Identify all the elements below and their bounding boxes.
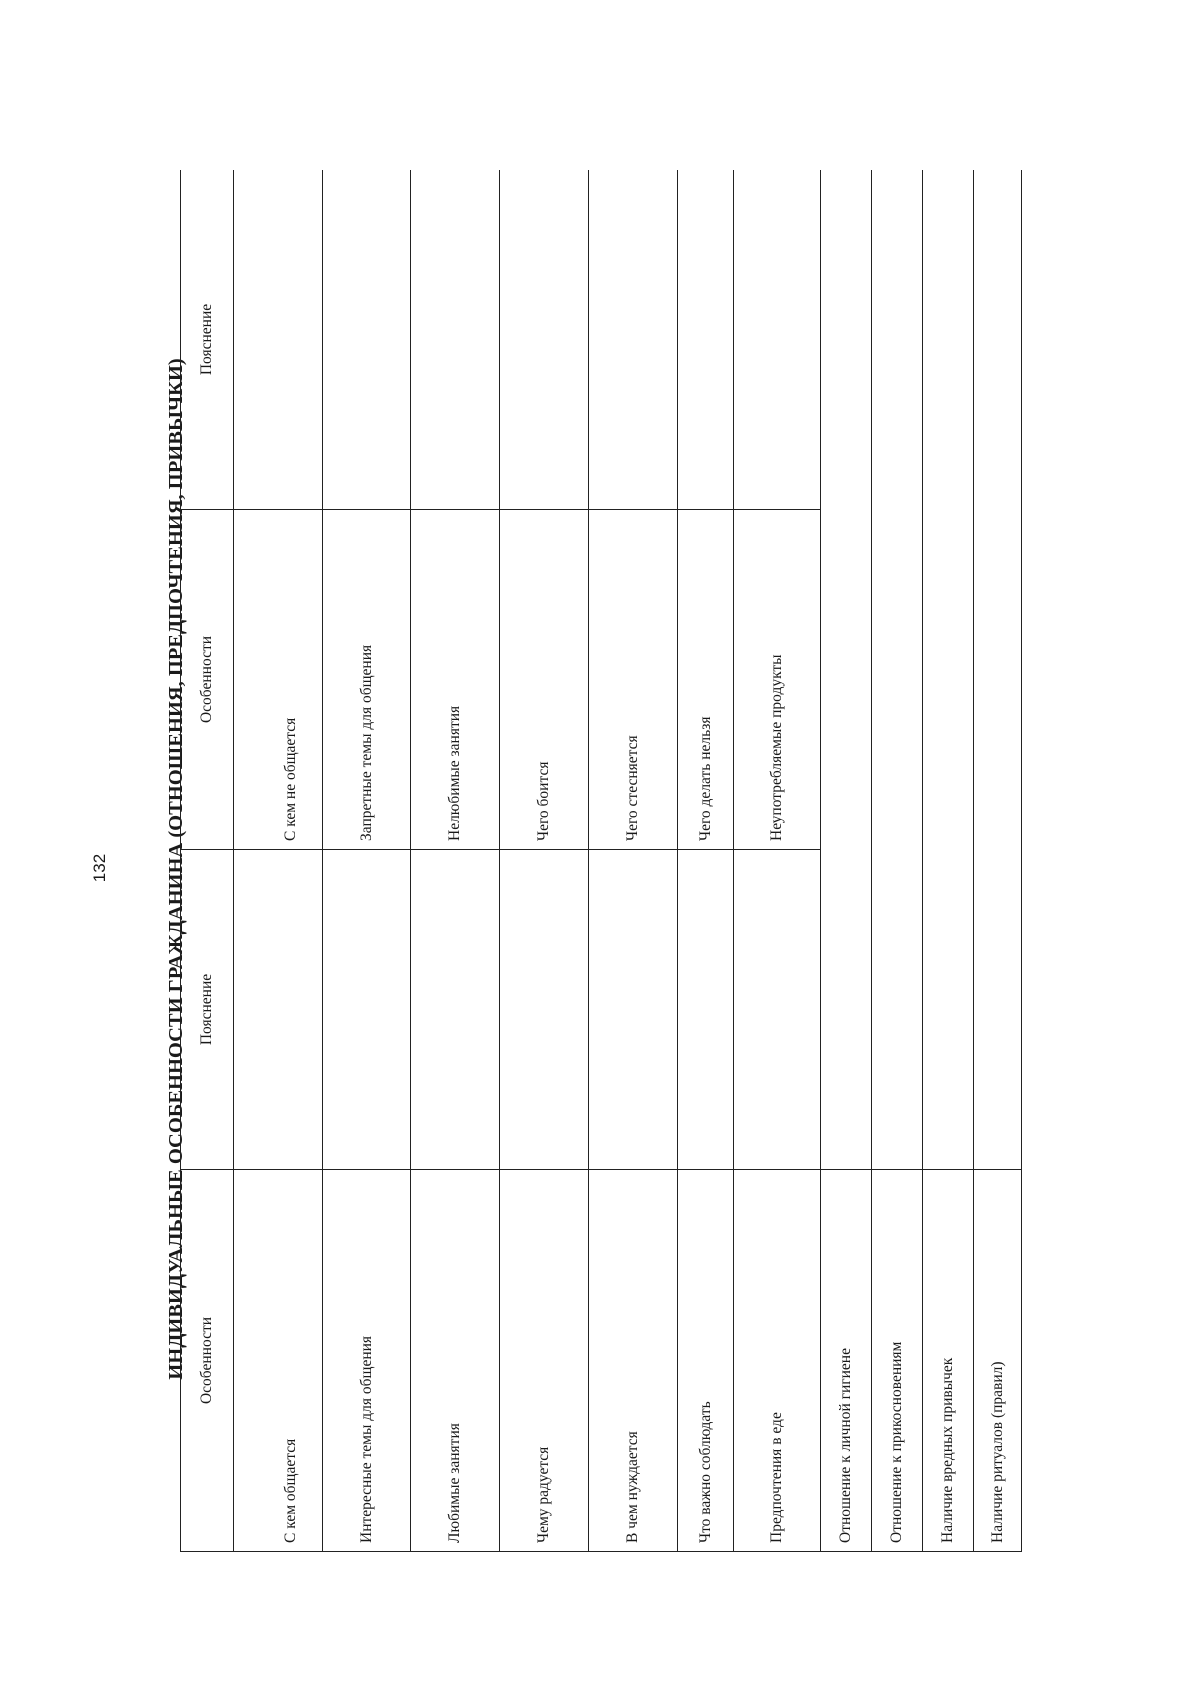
explanation-cell-wide[interactable] [872, 170, 923, 1170]
explanation-cell-wide[interactable] [974, 170, 1022, 1170]
row-label-right: С кем не общается [234, 510, 323, 850]
row-label-left: С кем общается [234, 1170, 323, 1552]
explanation-cell[interactable] [499, 170, 588, 510]
explanation-cell[interactable] [588, 850, 677, 1170]
table-row [872, 170, 923, 1552]
table-row [974, 170, 1022, 1552]
row-label-right: Запретные темы для общения [323, 510, 411, 850]
row-label-right: Чего боится [499, 510, 588, 850]
explanation-cell[interactable] [234, 850, 323, 1170]
explanation-cell[interactable] [499, 850, 588, 1170]
page-number: 132 [90, 853, 109, 883]
row-label-right: Чего делать нельзя [677, 510, 733, 850]
header-explanation-right: Пояснение [181, 170, 234, 510]
table-row [411, 170, 499, 1552]
table-row [234, 170, 323, 1552]
row-label-left: Чему радуется [499, 1170, 588, 1552]
explanation-cell[interactable] [734, 170, 821, 510]
row-label-right: Чего стесняется [588, 510, 677, 850]
row-label-single: Отношение к прикосновениям [872, 1170, 923, 1552]
table-rotated-container [180, 170, 1022, 1552]
explanation-cell[interactable] [677, 850, 733, 1170]
explanation-cell-wide[interactable] [923, 170, 974, 1170]
explanation-cell[interactable] [323, 850, 411, 1170]
table-row [588, 170, 677, 1552]
table-row [821, 170, 872, 1552]
header-features-right: Особенности [181, 510, 234, 850]
table-row [323, 170, 411, 1552]
row-label-single: Наличие ритуалов (правил) [974, 1170, 1022, 1552]
explanation-cell[interactable] [234, 170, 323, 510]
explanation-cell[interactable] [411, 850, 499, 1170]
table-row [923, 170, 974, 1552]
explanation-cell[interactable] [734, 850, 821, 1170]
row-label-right: Нелюбимые занятия [411, 510, 499, 850]
explanation-cell[interactable] [588, 170, 677, 510]
table-frame [180, 170, 1022, 1552]
header-row [181, 170, 234, 1552]
explanation-cell[interactable] [677, 170, 733, 510]
explanation-cell[interactable] [323, 170, 411, 510]
row-label-left: В чем нуждается [588, 1170, 677, 1552]
preferences-table [180, 170, 1022, 1552]
page-title: ИНДИВИДУАЛЬНЫЕ ОСОБЕННОСТИ ГРАЖДАНИНА (ОТНОШЕНИЯ, ПРЕДПОЧТЕНИЯ, ПРИВЫЧКИ) [165, 358, 187, 1380]
row-label-right: Неупотребляемые продукты [734, 510, 821, 850]
table-row [499, 170, 588, 1552]
explanation-cell[interactable] [411, 170, 499, 510]
row-label-single: Наличие вредных привычек [923, 1170, 974, 1552]
header-features-left: Особенности [181, 1170, 234, 1552]
explanation-cell-wide[interactable] [821, 170, 872, 1170]
row-label-left: Предпочтения в еде [734, 1170, 821, 1552]
row-label-left: Любимые занятия [411, 1170, 499, 1552]
header-explanation-left: Пояснение [181, 850, 234, 1170]
row-label-left: Что важно соблюдать [677, 1170, 733, 1552]
row-label-left: Интересные темы для общения [323, 1170, 411, 1552]
table-row [677, 170, 733, 1552]
row-label-single: Отношение к личной гигиене [821, 1170, 872, 1552]
table-row [734, 170, 821, 1552]
